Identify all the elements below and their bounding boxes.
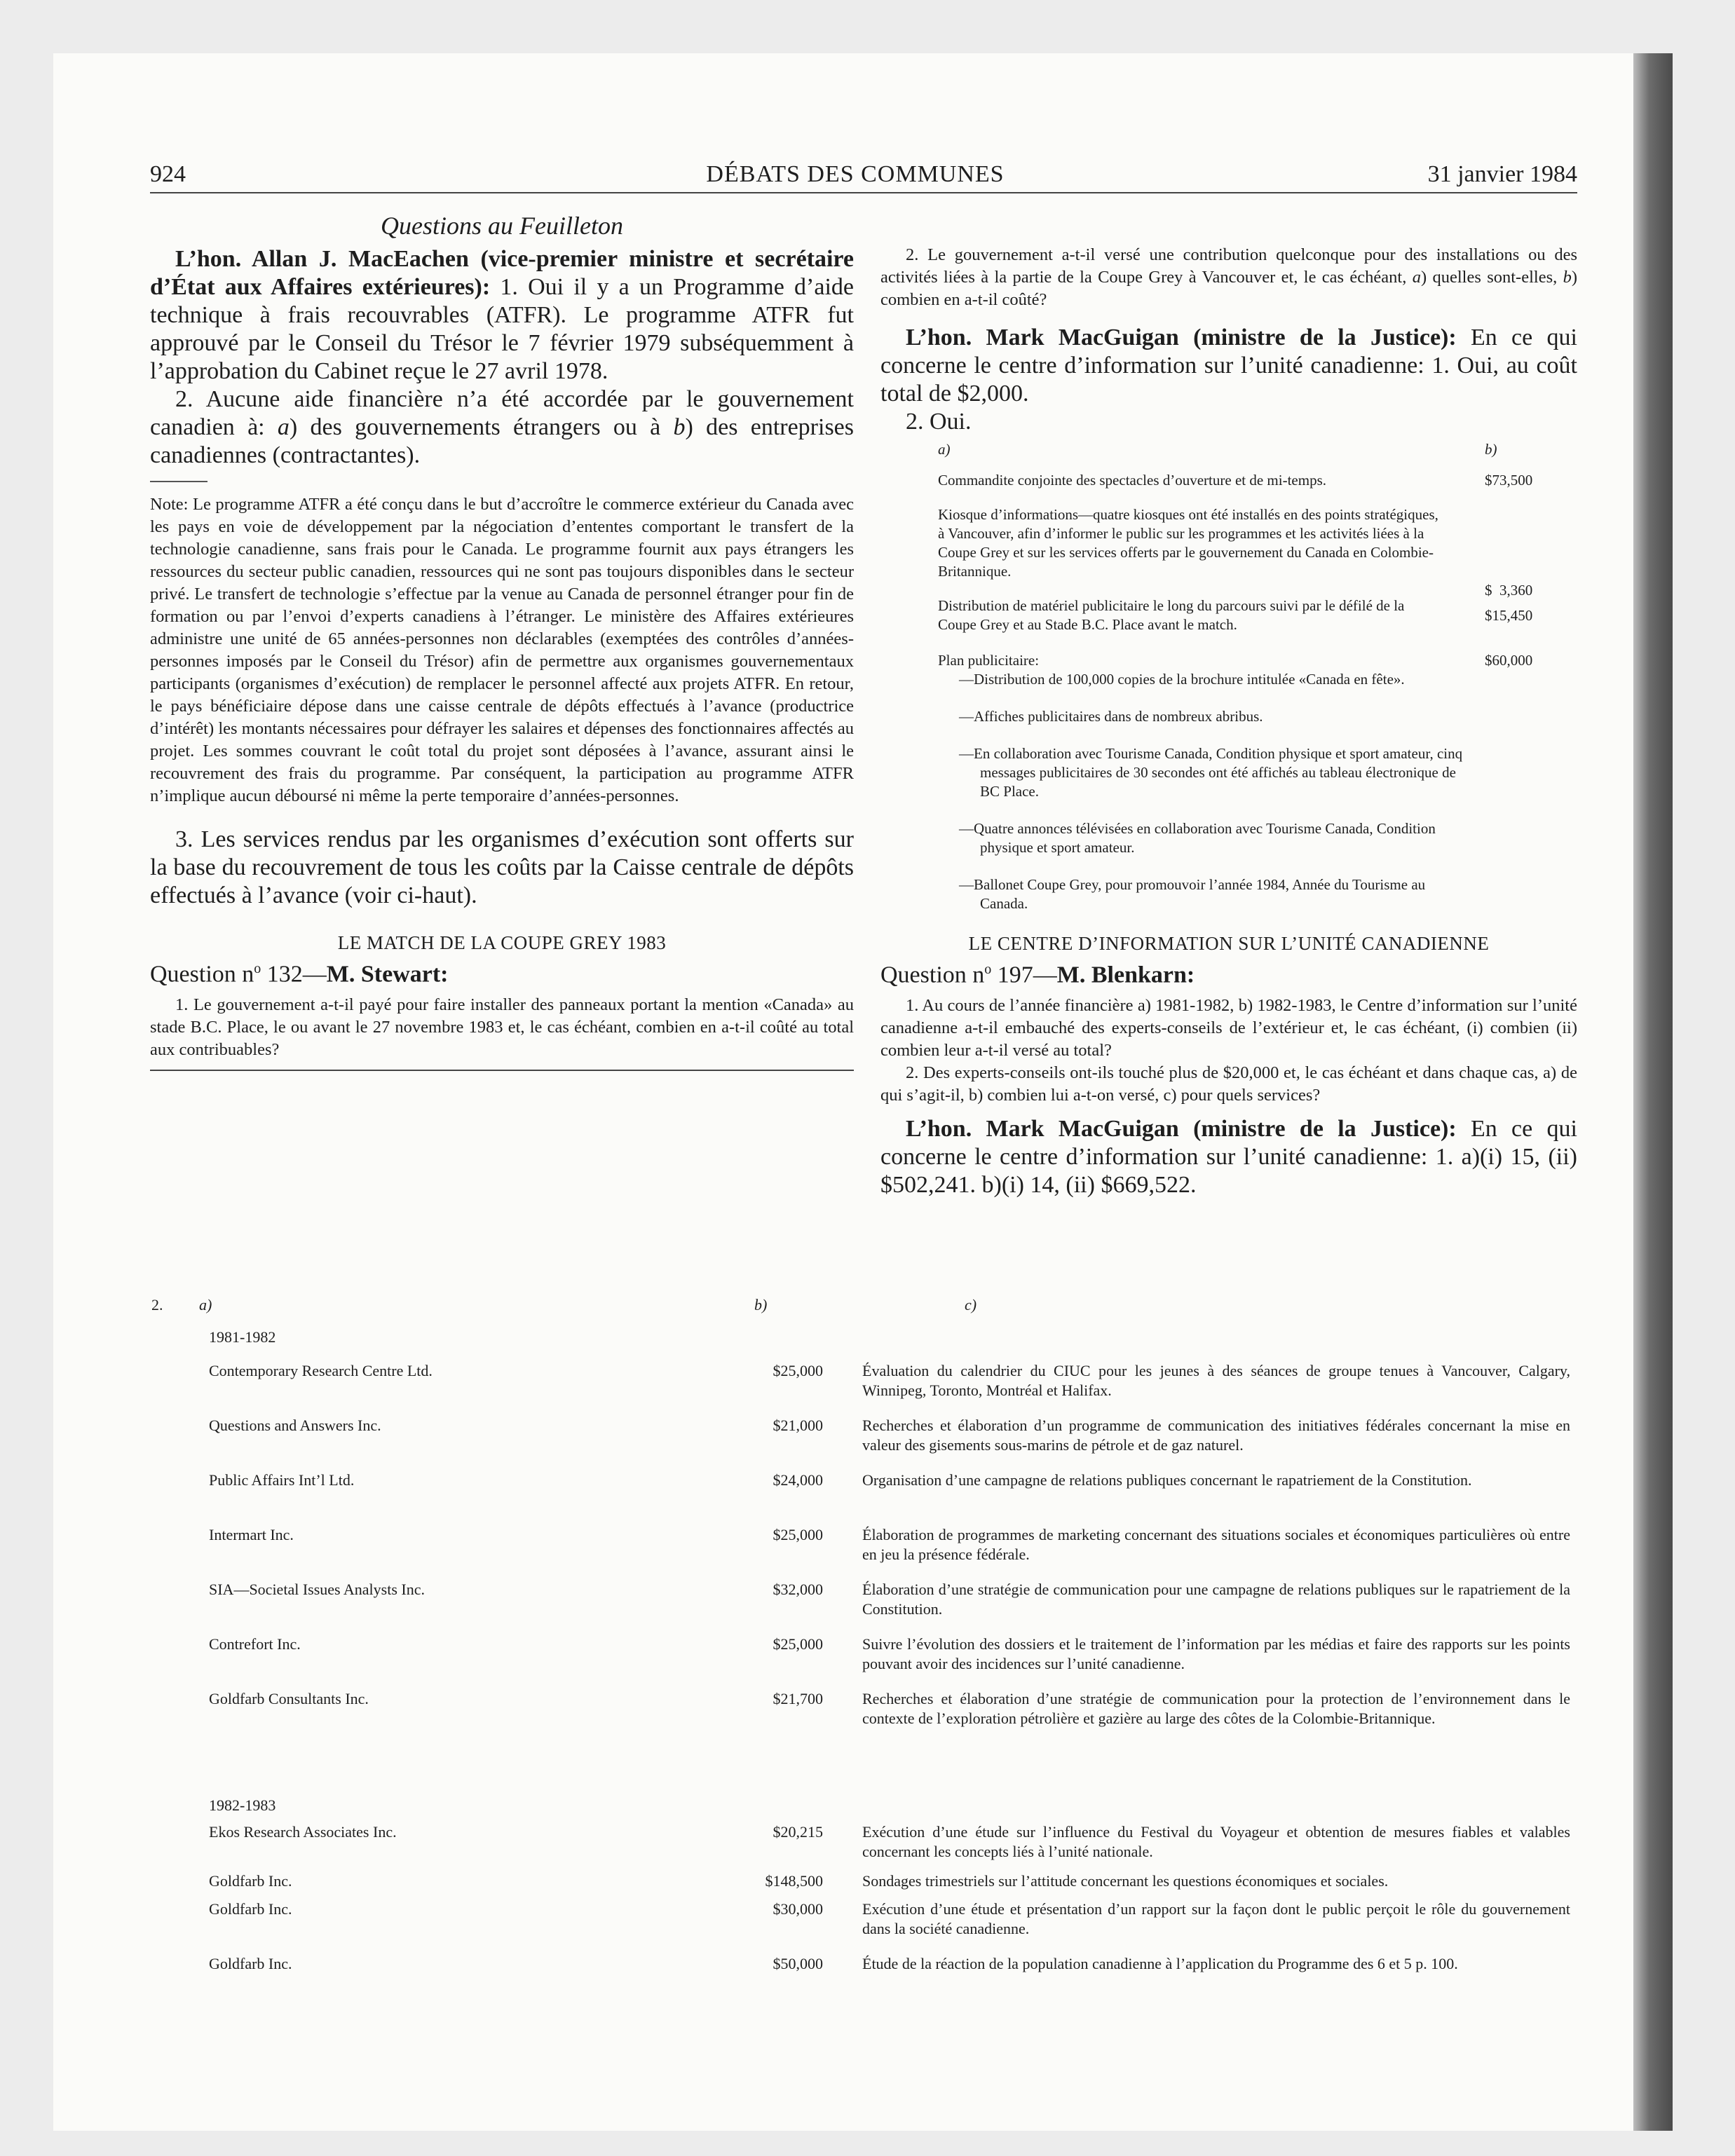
consultant-name: Goldfarb Inc. xyxy=(209,1900,292,1918)
question-text-part: 2. Le gouvernement a-t-il versé une contribution quelconque pour des installations ou des activités liées à la partie de la Coupe Grey à Vancouver et, le cas échéant, xyxy=(880,245,1577,287)
consultant-service: Sondages trimestriels sur l’attitude concernant les questions économiques et sociales. xyxy=(862,1872,1389,1890)
answer-text: 2. Aucune aide financière n’a été accordée par le gouvernement canadien à: xyxy=(150,386,854,440)
item-letter: b xyxy=(673,414,686,440)
consultant-service: Élaboration de programmes de marketing concernant des situations sociales et économiques particulières où entre en jeu la présence fédérale. xyxy=(862,1526,1570,1563)
question-heading xyxy=(150,955,854,988)
consultant-name: Ekos Research Associates Inc. xyxy=(209,1823,397,1841)
answer-text: 1. Oui il y a un Programme d’aide technique à frais recouvrables (ATFR). Le programme ATFR fut approuvé par le Conseil du Trésor le 7 février 1979 subséquemment à l’approbation du Cabinet reçue le 27 avril 1978. xyxy=(150,274,855,384)
column-a-label: a) xyxy=(938,441,951,458)
row-description: Plan publicitaire: xyxy=(938,652,1040,669)
consultant-name: Intermart Inc. xyxy=(209,1526,294,1543)
column-b-label: b) xyxy=(1485,441,1497,458)
answer-paragraph-2 xyxy=(150,386,854,470)
plan-subitem: —Affiches publicitaires dans de nombreux abribus. xyxy=(959,708,1263,725)
consultant-service: Suivre l’évolution des dossiers et le traitement de l’information par les médias et faire des rapports sur les points pouvant avoir des incidences sur l’unité canadienne. xyxy=(862,1635,1570,1672)
speaker-name: L’hon. Mark MacGuigan (ministre de la Justice): xyxy=(906,325,1457,350)
consultant-service: Recherches et élaboration d’une stratégie de communication pour la protection de l’environnement dans le contexte de l’exploration pétrolière et gazière au large des côtes de la Colombie-Britannique. xyxy=(862,1690,1570,1727)
question-text-part: ) quelles sont-elles, xyxy=(1420,268,1563,287)
consultant-amount: $21,700 xyxy=(773,1690,823,1707)
consultant-amount: $21,000 xyxy=(773,1417,823,1434)
consultant-amount: $25,000 xyxy=(773,1526,823,1543)
consultant-service: Exécution d’une étude et présentation d’un rapport sur la façon dont le public perçoit le rôle du gouvernement dans la société canadienne. xyxy=(862,1900,1570,1937)
header-rule xyxy=(150,192,1577,193)
section-heading: LE CENTRE D’INFORMATION SUR L’UNITÉ CANADIENNE xyxy=(968,933,1490,954)
plan-subitem: —Distribution de 100,000 copies de la brochure intitulée «Canada en fête». xyxy=(959,671,1405,688)
question-label-sup: o xyxy=(984,962,992,977)
table-row xyxy=(880,505,1577,599)
consultant-amount: $50,000 xyxy=(773,1955,823,1972)
consultant-amount: $30,000 xyxy=(773,1900,823,1918)
consultant-service: Évaluation du calendrier du CIUC pour les jeunes à des séances de groupe tenues à Vancouver, Calgary, Winnipeg, Toronto, Montréal et Halifax. xyxy=(862,1362,1570,1399)
item-letter: b xyxy=(1563,268,1572,287)
questioner-name: M. Blenkarn: xyxy=(1056,962,1195,988)
note-paragraph: Note: Le programme ATFR a été conçu dans le but d’accroître le commerce extérieur du Canada avec les pays en voie de développement par la négociation d’ententes comportant le transfert de la technologie canadienne, sans frais pour le Canada. Le programme fournit aux pays étrangers les ressources du secteur public canadien, ressources qui ne sont pas toujours disponibles dans le secteur privé. Le transfert de technologie s’effectue par la venue au Canada de personnel étranger pour fin de formation ou par l’envoi d’experts canadiens à l’étranger. Le ministère des Affaires extérieures administre une unité de 65 années-personnes non déclarables (exemptées des contrôles d’années-personnes imposés par le Conseil du Trésor) afin de permettre aux organismes gouvernementaux participants (organismes d’exécution) de remplacer le personnel affecté aux projets ATFR. En retour, le pays bénéficiaire dépose dans une caisse centrale de dépôts effectués à l’avance (productrice d’intérêt) les montants nécessaires pour défrayer les salaires et dépenses des fonctionnaires affectés au projet. Les sommes couvrant le coût total du projet sont déposées à l’avance, assurant ainsi le recouvrement des frais du programme. Par conséquent, la participation au programme ATFR n’implique aucun déboursé ni même la perte temporaire d’années-personnes. xyxy=(150,495,854,805)
column-b-label: b) xyxy=(754,1296,768,1314)
question-text: 1. Le gouvernement a-t-il payé pour faire installer des panneaux portant la mention «Canada» au stade B.C. Place, le ou avant le 27 novembre 1983 et, le cas échéant, combien en a-t-il coûté au total aux contribuables? xyxy=(150,995,854,1060)
question-text: 2. Des experts-conseils ont-ils touché plus de $20,000 et, le cas échéant et dans chaque cas, a) de qui s’agit-il, b) combien lui a-t-on versé, c) pour quels services? xyxy=(880,1063,1577,1105)
fiscal-year-label: 1982-1983 xyxy=(209,1796,276,1814)
answer-paragraph: 2. Oui. xyxy=(906,409,972,435)
fiscal-year-label: 1981-1982 xyxy=(209,1328,276,1346)
contribution-table xyxy=(880,440,1577,913)
question-number: 132— xyxy=(261,961,327,988)
consultant-service: Élaboration d’une stratégie de communication pour une campagne de relations publiques sur le rapatriement de la Constitution. xyxy=(862,1581,1570,1618)
plan-subitem: —Quatre annonces télévisées en collaboration avec Tourisme Canada, Condition physique et sport amateur. xyxy=(959,820,1436,856)
question-label: Question n xyxy=(150,961,254,988)
consultant-service: Organisation d’une campagne de relations publiques concernant le rapatriement de la Constitution. xyxy=(862,1471,1472,1489)
item-number: 2. xyxy=(151,1296,163,1314)
row-amount: $73,500 xyxy=(1485,472,1533,489)
column-c-label: c) xyxy=(965,1296,977,1314)
question-label-sup: o xyxy=(254,961,261,976)
answer-paragraph xyxy=(880,324,1577,408)
section-title: Questions au Feuilleton xyxy=(381,212,623,240)
row-amount: $60,000 xyxy=(1485,652,1533,669)
column-a-label: a) xyxy=(199,1296,212,1314)
consultant-name: SIA—Societal Issues Analysts Inc. xyxy=(209,1581,425,1598)
plan-subitem: —En collaboration avec Tourisme Canada, Condition physique et sport amateur, cinq messages publicitaires de 30 secondes ont été affichés au tableau électronique de BC Place. xyxy=(959,745,1463,800)
consultant-service: Recherches et élaboration d’un programme de communication des initiatives fédérales concernant la mise en valeur des gisements sous-marins de pétrole et de gaz naturel. xyxy=(862,1417,1570,1454)
journal-title: DÉBATS DES COMMUNES xyxy=(706,161,1005,187)
table-row xyxy=(880,471,1577,490)
row-description: Commandite conjointe des spectacles d’ouverture et de mi-temps. xyxy=(938,472,1326,489)
section-heading: LE MATCH DE LA COUPE GREY 1983 xyxy=(337,932,667,953)
answer-paragraph-1 xyxy=(150,245,854,386)
binding-shadow xyxy=(1633,53,1673,2131)
issue-date: 31 janvier 1984 xyxy=(1427,161,1577,187)
answer-text: En ce qui concerne le centre d’information sur l’unité canadienne: 1. Oui, au coût total de $2,000. xyxy=(880,325,1577,407)
consultant-service: Exécution d’une étude sur l’influence du Festival du Voyageur et obtention de mesures fiables et valables concernant les concepts liés à l’unité nationale. xyxy=(862,1823,1570,1860)
consultant-amount: $25,000 xyxy=(773,1362,823,1379)
plan-subitem: —Ballonet Coupe Grey, pour promouvoir l’année 1984, Année du Tourisme au Canada. xyxy=(959,876,1426,912)
answer-text: ) des gouvernements étrangers ou à xyxy=(289,414,674,440)
table-row xyxy=(880,596,1577,634)
consultant-service: Étude de la réaction de la population canadienne à l’application du Programme des 6 et 5 p. 100. xyxy=(862,1955,1458,1972)
column-end-rule xyxy=(150,1070,854,1071)
page-number: 924 xyxy=(150,161,186,187)
question-text-part: ) combien en a-t-il coûté? xyxy=(880,268,1577,309)
left-column xyxy=(150,210,854,1071)
consultant-amount: $24,000 xyxy=(773,1471,823,1489)
item-letter: a xyxy=(1412,268,1421,287)
consultant-name: Goldfarb Inc. xyxy=(209,1955,292,1972)
item-letter: a xyxy=(277,414,290,440)
note-rule xyxy=(150,481,207,482)
consultant-name: Contemporary Research Centre Ltd. xyxy=(209,1362,433,1379)
consultant-name: Contrefort Inc. xyxy=(209,1635,301,1653)
answer-paragraph-3: 3. Les services rendus par les organismes d’exécution sont offerts sur la base du recouvrement de tous les coûts par la Caisse centrale de dépôts effectués à l’avance (voir ci-haut). xyxy=(150,826,854,908)
questioner-name: M. Stewart: xyxy=(326,961,449,988)
consultant-name: Goldfarb Inc. xyxy=(209,1872,292,1890)
question-text xyxy=(880,244,1577,311)
consultant-name: Public Affairs Int’l Ltd. xyxy=(209,1471,355,1489)
question-label: Question n xyxy=(880,962,985,988)
row-amount: $ 3,360 xyxy=(1485,582,1533,599)
answer-text: ) des entreprises canadiennes (contractantes). xyxy=(150,414,854,468)
answer-text: En ce qui concerne le centre d’information sur l’unité canadienne: 1. a)(i) 15, (ii) $502,241. b)(i) 14, (ii) $669,522. xyxy=(880,1116,1577,1199)
row-description: Distribution de matériel publicitaire le long du parcours suivi par le défilé de la Coupe Grey et au Stade B.C. Place avant le match. xyxy=(938,597,1405,633)
answer-paragraph xyxy=(880,1115,1577,1199)
consultant-amount: $20,215 xyxy=(773,1823,823,1841)
question-text: 1. Au cours de l’année financière a) 1981-1982, b) 1982-1983, le Centre d’information sur l’unité canadienne a-t-il embauché des experts-conseils de l’extérieur et, le cas échéant, (i) combien (ii) combien leur a-t-il versé au total? xyxy=(880,996,1577,1060)
consultant-amount: $32,000 xyxy=(773,1581,823,1598)
consultant-amount: $25,000 xyxy=(773,1635,823,1653)
consultant-amount: $148,500 xyxy=(765,1872,823,1890)
page-content xyxy=(98,98,1577,2103)
table-header xyxy=(880,440,1577,467)
question-heading xyxy=(880,955,1577,989)
table-row xyxy=(880,651,1577,913)
row-amount: $15,450 xyxy=(1485,607,1533,624)
row-description: Kiosque d’informations—quatre kiosques ont été installés en des points stratégiques, à Vancouver, afin d’informer le public sur les programmes et les activités liées à la Coupe Grey et sur les services offerts par le gouvernement du Canada en Colombie-Britannique. xyxy=(938,506,1438,580)
speaker-name: L’hon. Mark MacGuigan (ministre de la Justice): xyxy=(906,1116,1457,1142)
question-number: 197— xyxy=(991,962,1057,988)
consultant-name: Questions and Answers Inc. xyxy=(209,1417,381,1434)
right-column xyxy=(880,210,1577,1199)
consultant-name: Goldfarb Consultants Inc. xyxy=(209,1690,369,1707)
speaker-name: L’hon. Allan J. MacEachen (vice-premier ministre et secrétaire d’État aux Affaires extérieures): xyxy=(150,246,854,300)
